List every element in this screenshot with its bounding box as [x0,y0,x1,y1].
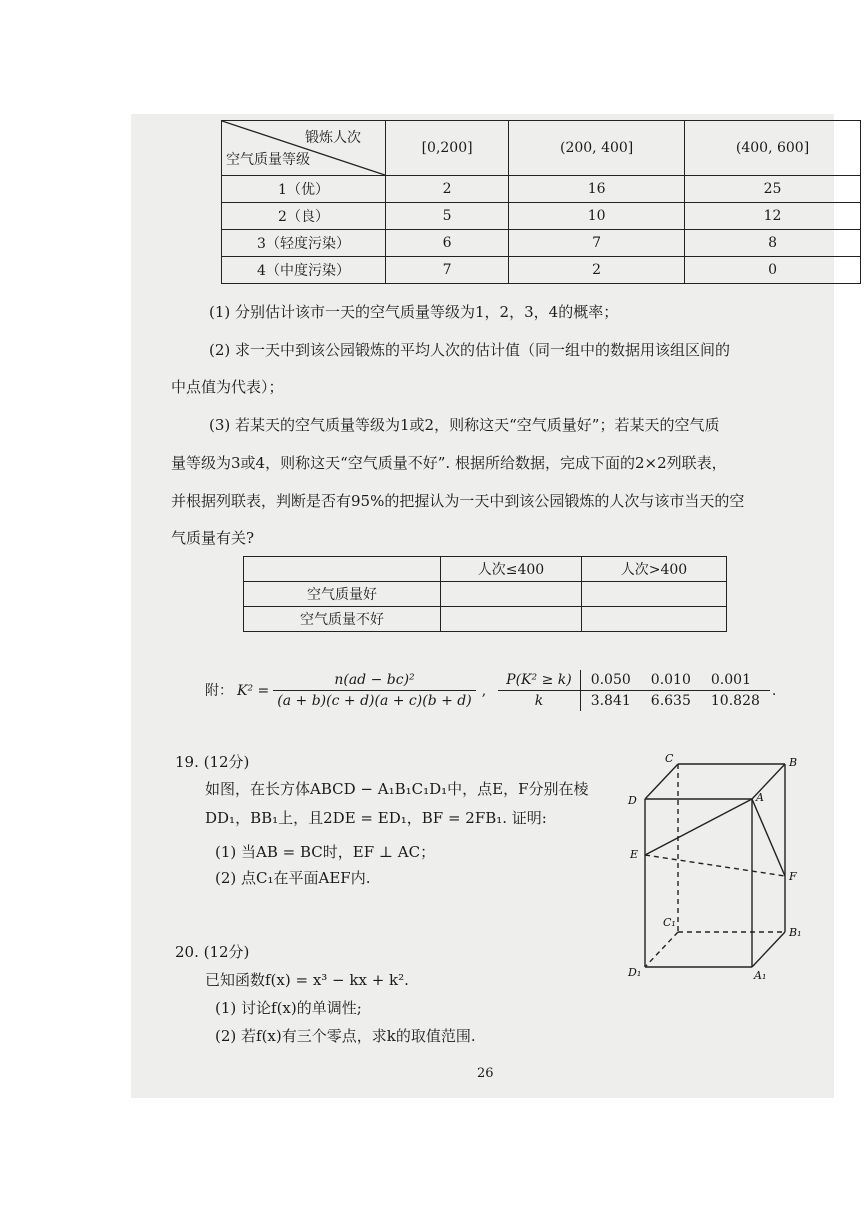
page-number: 26 [477,1066,494,1081]
table-cell: 7 [386,257,509,284]
k-value: 6.635 [650,693,691,709]
col-header: (200, 400] [509,121,685,176]
row-label: 1（优） [222,176,386,203]
row-label: 2（良） [222,203,386,230]
critical-value-table [498,670,770,711]
p-label: P(K² ≥ k) [498,670,580,691]
vertex-label: E [630,848,639,861]
col-header: 人次≤400 [441,557,582,582]
q20-part1: (1) 讨论f(x)的单调性; [215,999,362,1017]
contingency-table [243,556,727,632]
q18-part3-line3: 并根据列联表，判断是否有95%的把握认为一天中到该公园锻炼的人次与该市当天的空 [171,492,745,510]
table-cell [441,607,582,632]
k-value: 3.841 [590,693,631,709]
q20-heading: 20. (12分) [175,943,250,961]
table-row [244,582,727,607]
q20-line1: 已知函数f(x) = x³ − kx + k². [205,971,409,989]
k2-fraction [273,670,475,711]
k2-numerator: n(ad − bc)² [273,670,475,691]
table-row [222,230,861,257]
q19-part2: (2) 点C₁在平面AEF内. [215,869,371,887]
p-value: 0.010 [641,670,701,691]
table-cell: 16 [509,176,685,203]
col-header: [0,200] [386,121,509,176]
table-cell: 25 [685,176,861,203]
row-label: 3（轻度污染） [222,230,386,257]
q19-line1: 如图，在长方体ABCD − A₁B₁C₁D₁中，点E，F分别在棱 [205,780,589,798]
table-cell: 5 [386,203,509,230]
table-cell [582,582,727,607]
q20-part2: (2) 若f(x)有三个零点，求k的取值范围. [215,1027,476,1045]
table-cell: 2 [509,257,685,284]
k2-denominator: (a + b)(c + d)(a + c)(b + d) [277,693,472,709]
vertex-label: A [756,791,764,804]
exam-page [131,114,834,1098]
vertex-label: D [628,794,637,807]
appendix-formula: 附： K² = $\frac{\text{n(ad − bc)²}}{(a + b)(c + d)(a + c)(b + d)}$ , P(K² ≥ k) 0.050 0.010 0.001 k 3.841 6.635 10.828 . [205,672,777,709]
q18-part3-line2: 量等级为3或4，则称这天“空气质量不好”. 根据所给数据，完成下面的2×2列联表， [171,454,727,472]
air-quality-table [221,120,861,284]
row-label: 空气质量好 [244,582,441,607]
vertex-label: D₁ [628,966,642,979]
table-cell [582,607,727,632]
table-cell: 8 [685,230,861,257]
table-corner-cell [244,557,441,582]
table-cell: 0 [685,257,861,284]
col-header: 人次>400 [582,557,727,582]
row-label: 4（中度污染） [222,257,386,284]
vertex-label: C₁ [663,916,676,929]
vertex-label: F [789,870,797,883]
p-value: 0.050 [580,670,641,691]
q18-part2-line2: 中点值为代表）； [171,378,284,396]
k-label: k [498,691,580,712]
q18-part2-line1: (2) 求一天中到该公园锻炼的平均人次的估计值（同一组中的数据用该组区间的 [209,341,731,359]
cuboid-figure [625,754,815,989]
table-cell: 10 [509,203,685,230]
vertex-label: C [665,754,674,765]
table-row [244,607,727,632]
table-cell: 12 [685,203,861,230]
diagonal-header-cell [222,121,386,176]
vertex-label: A₁ [754,969,767,982]
vertex-label: B₁ [789,926,802,939]
table-row [222,203,861,230]
header-top-label: 锻炼人次 [305,130,361,146]
table-row [222,176,861,203]
q19-heading: 19. (12分) [175,753,250,771]
p-value: 0.001 [701,670,770,691]
q18-part3-line4: 气质量有关? [171,529,255,547]
q18-part3-line1: (3) 若某天的空气质量等级为1或2，则称这天“空气质量好”；若某天的空气质 [209,416,720,434]
col-header: (400, 600] [685,121,861,176]
k-value: 10.828 [710,693,760,709]
header-bottom-label: 空气质量等级 [226,152,310,168]
table-cell: 7 [509,230,685,257]
vertex-label: B [789,756,798,769]
q19-part1: (1) 当AB = BC时，EF ⊥ AC； [215,843,436,861]
table-cell [441,582,582,607]
table-cell: 6 [386,230,509,257]
table-row [222,257,861,284]
row-label: 空气质量不好 [244,607,441,632]
q18-part1: (1) 分别估计该市一天的空气质量等级为1，2，3，4的概率； [209,303,619,321]
q19-line2: DD₁，BB₁上，且2DE = ED₁，BF = 2FB₁. 证明: [205,809,547,827]
k2-symbol: K² = [237,682,270,699]
appendix-label: 附： [205,682,233,699]
table-cell: 2 [386,176,509,203]
